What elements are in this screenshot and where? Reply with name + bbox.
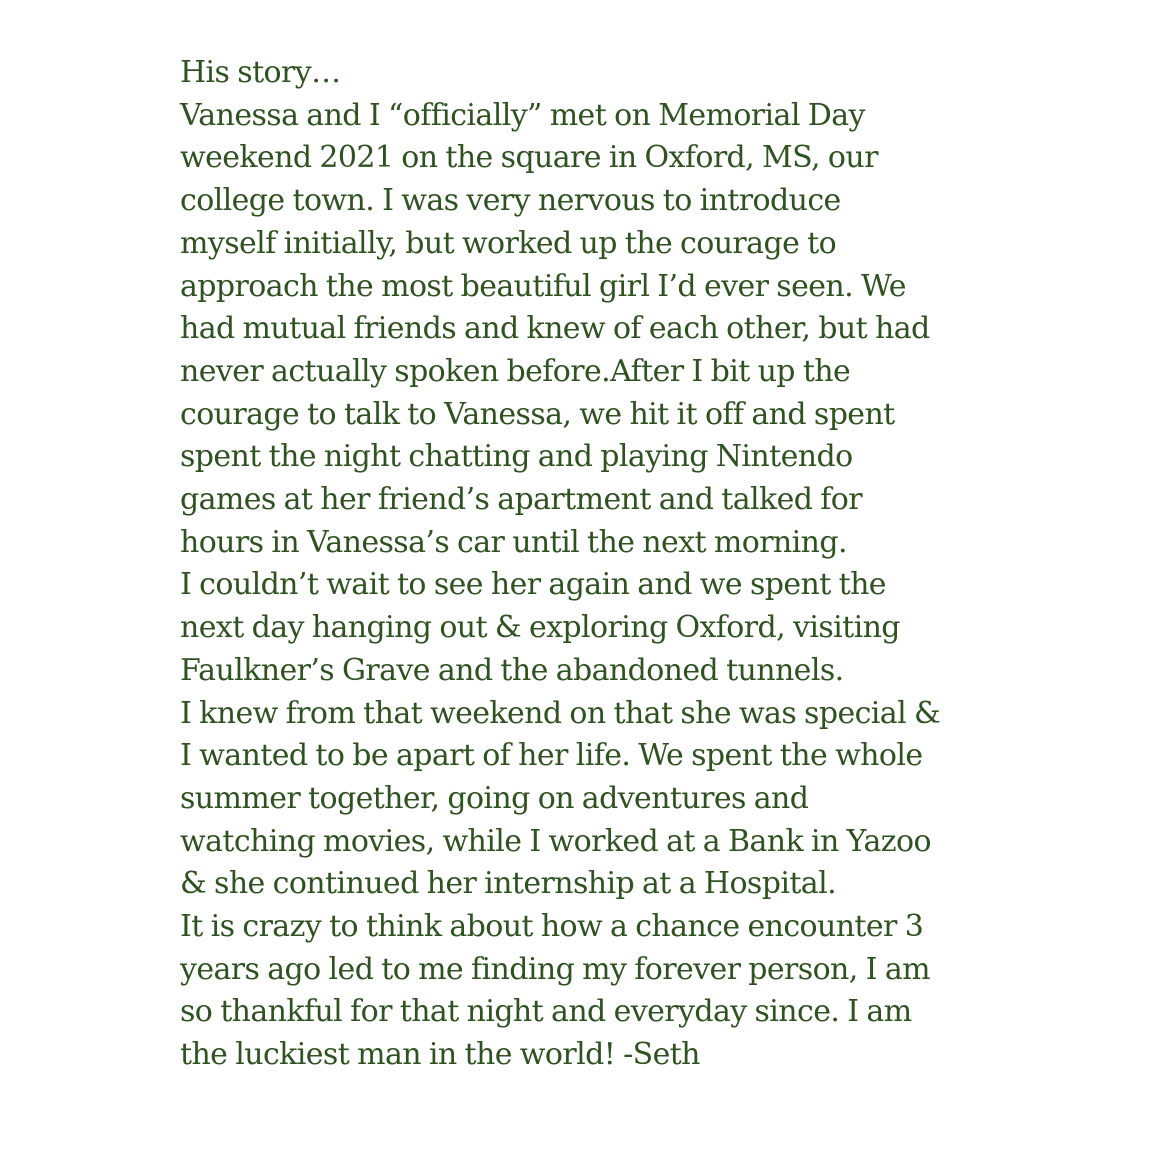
story-line: I couldn’t wait to see her again and we spent the [180,567,886,603]
story-line: years ago led to me finding my forever person, I am [180,951,930,987]
story-line: so thankful for that night and everyday since. I am [180,994,912,1030]
story-line: games at her friend’s apartment and talked for [180,482,862,518]
story-line: myself initially, but worked up the courage to [180,225,837,261]
story-line: had mutual friends and knew of each other, but had [180,311,930,347]
story-line: spent the night chatting and playing Nintendo [180,439,853,475]
story-line: college town. I was very nervous to introduce [180,183,841,219]
story-line: summer together, going on adventures and [180,780,809,816]
story-text-block [180,52,960,1077]
story-line: never actually spoken before.After I bit up the [180,353,851,389]
story-line: the luckiest man in the world! -Seth [180,1037,700,1073]
story-heading: His story… [180,55,341,90]
story-line: watching movies, while I worked at a Bank in Yazoo [180,823,931,859]
story-line: weekend 2021 on the square in Oxford, MS, our [180,140,878,176]
story-line: I knew from that weekend on that she was special & [180,695,941,731]
story-line: approach the most beautiful girl I’d ever seen. We [180,268,906,304]
story-line: Vanessa and I “officially” met on Memorial Day [180,97,865,133]
story-line: hours in Vanessa’s car until the next morning. [180,524,847,560]
story-line: courage to talk to Vanessa, we hit it off and spent [180,396,895,432]
story-line: next day hanging out & exploring Oxford, visiting [180,610,900,646]
story-line: It is crazy to think about how a chance encounter 3 [180,909,924,945]
story-line: & she continued her internship at a Hospital. [180,866,837,902]
story-line: Faulkner’s Grave and the abandoned tunnels. [180,652,844,688]
story-line: I wanted to be apart of her life. We spent the whole [180,738,923,774]
